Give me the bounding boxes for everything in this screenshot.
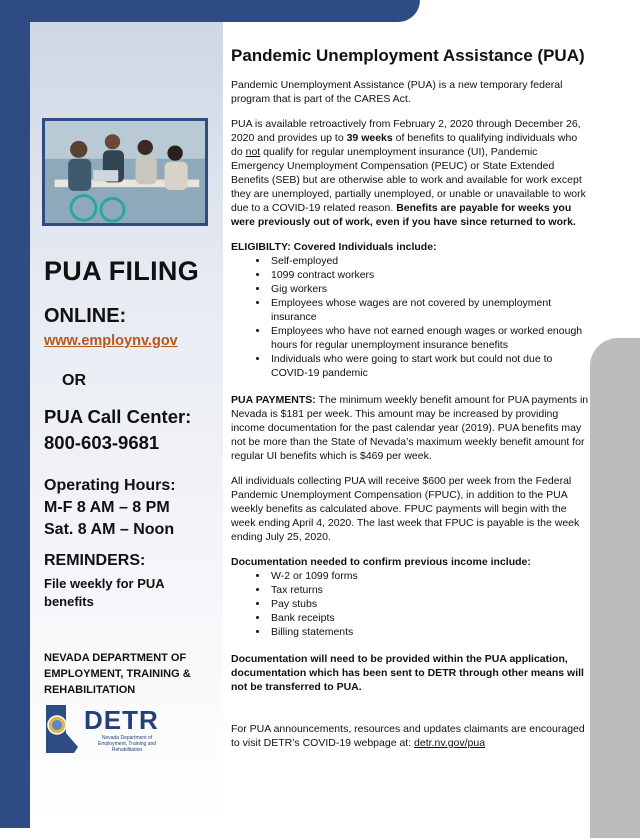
list-item: • Pay stubs (269, 597, 591, 611)
list-item: • Bank receipts (269, 611, 591, 625)
operating-hours-label: Operating Hours: (44, 477, 176, 494)
people-working-photo (42, 118, 208, 226)
payments-label: PUA PAYMENTS: (231, 394, 316, 406)
list-item: • W-2 or 1099 forms (269, 569, 591, 583)
weekday-hours: M-F 8 AM – 8 PM (44, 499, 170, 516)
call-center-phone: 800-603-9681 (44, 432, 160, 453)
intro-paragraph: Pandemic Unemployment Assistance (PUA) is a new temporary federal program that is part of the CARES Act. (231, 79, 563, 105)
detr-logo-text: DETR (84, 705, 159, 735)
availability-text-1: PUA is available retroactively from February 2, 2020 through December 26, 2020 and provides up to (231, 118, 581, 144)
list-item: • Tax returns (269, 583, 591, 597)
list-item: • Employees whose wages are not covered by unemployment insurance (269, 296, 591, 324)
footer-text: For PUA announcements, resources and updates claimants are encouraged to visit DETR’s COVID-19 webpage at: (231, 723, 585, 749)
nevada-seal-icon (44, 703, 80, 755)
eligibility-list (231, 254, 591, 380)
documentation-list (231, 569, 591, 639)
eligibility-heading: ELIGIBILTY: Covered Individuals include: (231, 241, 437, 253)
left-navy-bar (0, 0, 30, 828)
main-content (231, 45, 591, 761)
documentation-heading: Documentation needed to confirm previous income include: (231, 556, 531, 568)
department-name: NEVADA DEPARTMENT OF EMPLOYMENT, TRAINING & REHABILITATION (44, 652, 191, 696)
payments-text: The minimum weekly benefit amount for PUA payments in Nevada is $181 per week. This amount may be increased by providing income documentation for the past calendar year (2019). PUA benefits may not be more than the State of Nevada’s maximum weekly benefit amount for regular UI benefits which is $469 per week. (231, 394, 589, 462)
list-item: • Gig workers (269, 282, 591, 296)
pua-filing-heading: PUA FILING (44, 256, 199, 286)
availability-bold-note: Benefits are payable for weeks you were previously out of work, even if you have since returned to work. (231, 202, 576, 228)
detr-logo-subtext: Nevada Department of Employment, Training and Rehabilitation (97, 735, 157, 753)
availability-text-2: of benefits to qualifying individuals who do (231, 132, 578, 158)
page-title: Pandemic Unemployment Assistance (PUA) (231, 46, 585, 65)
footer-paragraph (231, 722, 591, 750)
list-item: • 1099 contract workers (269, 268, 591, 282)
list-item: • Individuals who were going to start work but could not due to COVID-19 pandemic (269, 352, 591, 380)
payments-paragraph (231, 393, 591, 463)
not-emphasis: not (245, 146, 261, 158)
employnv-link[interactable]: www.employnv.gov (44, 333, 178, 349)
list-item: • Employees who have not earned enough wages or worked enough hours for regular unemployment insurance benefits (269, 324, 591, 352)
operating-hours-block (44, 475, 176, 541)
right-gray-shape (590, 338, 640, 838)
top-navy-band (30, 0, 420, 22)
availability-text-3: qualify for regular unemployment insurance (UI), Pandemic Emergency Unemployment Compensation (PEUC) or State Extended Benefits (SEB) but are otherwise able to work and available for work except they are unemployed, partially unemployed, or unable or unavailable to work due to a COVID-19 related reason. (231, 146, 586, 214)
list-item: • Billing statements (269, 625, 591, 639)
weeks-emphasis: 39 weeks (346, 132, 393, 144)
or-label: OR (62, 372, 86, 389)
reminders-text: File weekly for PUA benefits (44, 576, 165, 609)
call-center-block (44, 404, 191, 456)
list-item: • Self-employed (269, 254, 591, 268)
saturday-hours: Sat. 8 AM – Noon (44, 521, 175, 538)
availability-paragraph (231, 117, 591, 229)
fpuc-paragraph: All individuals collecting PUA will receive $600 per week from the Federal Pandemic Unemployment Compensation (FPUC), in addition to the PUA weekly benefits as calculated above. FPUC payments will begin with the week ending April 4, 2020. The last week that FPUC is payable is the week ending July 25, 2020. (231, 475, 580, 543)
detr-logo (44, 703, 164, 755)
call-center-label: PUA Call Center: (44, 406, 192, 427)
documentation-note: Documentation will need to be provided within the PUA application, documentation which has been sent to DETR through other means will not be transferred to PUA. (231, 653, 584, 693)
online-label: ONLINE: (44, 305, 127, 327)
reminders-heading: REMINDERS: (44, 552, 146, 569)
detr-pua-link[interactable]: detr.nv.gov/pua (414, 737, 486, 749)
